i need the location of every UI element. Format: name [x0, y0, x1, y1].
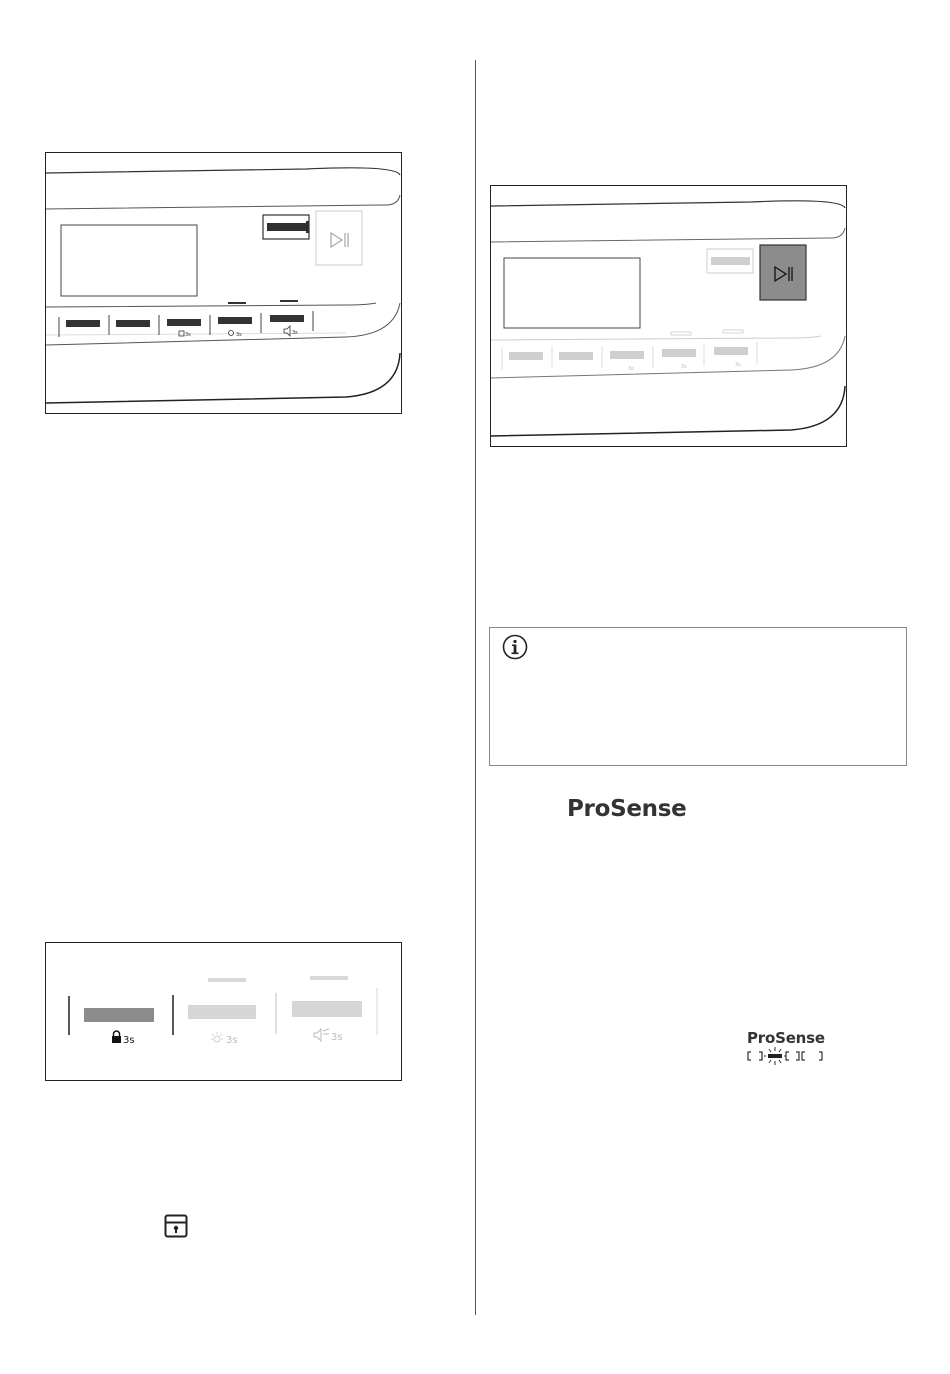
option-label: 3s: [681, 364, 687, 370]
option-label: 3s: [292, 330, 298, 336]
option-label: 3s: [628, 366, 634, 372]
light-button-bar: [188, 1005, 256, 1019]
control-panel-figure-2: [490, 185, 847, 447]
prosense-blinking-segments: [745, 1047, 835, 1069]
lock-duration-label: 3s: [123, 1035, 135, 1046]
prosense-display-logo: ProSense: [747, 1029, 825, 1047]
control-panel-figure-1: [45, 152, 402, 414]
lock-icon: [112, 1031, 121, 1043]
prosense-display-indicator: [745, 1029, 835, 1071]
child-lock-button-bar: [84, 1008, 154, 1022]
info-note-box: [489, 627, 907, 766]
display-window: [504, 258, 640, 328]
mute-duration-label: 3s: [331, 1032, 343, 1043]
info-icon: [502, 634, 528, 660]
control-panel-drawing: [491, 186, 846, 446]
control-panel-drawing: [46, 153, 401, 413]
column-divider: [475, 60, 476, 1315]
light-icon: [211, 1032, 223, 1042]
light-duration-label: 3s: [226, 1035, 238, 1046]
door-lock-icon: [164, 1214, 188, 1238]
child-lock-option-figure: [45, 942, 402, 1081]
mute-button-bar: [292, 1001, 362, 1017]
prosense-logo: ProSense: [567, 796, 687, 822]
option-label: 3s: [735, 362, 741, 368]
option-label: 3s: [236, 332, 242, 338]
mute-icon: [314, 1029, 329, 1041]
option-label: 3s: [185, 332, 191, 338]
option-buttons-drawing: [46, 943, 401, 1080]
display-window: [61, 225, 197, 296]
